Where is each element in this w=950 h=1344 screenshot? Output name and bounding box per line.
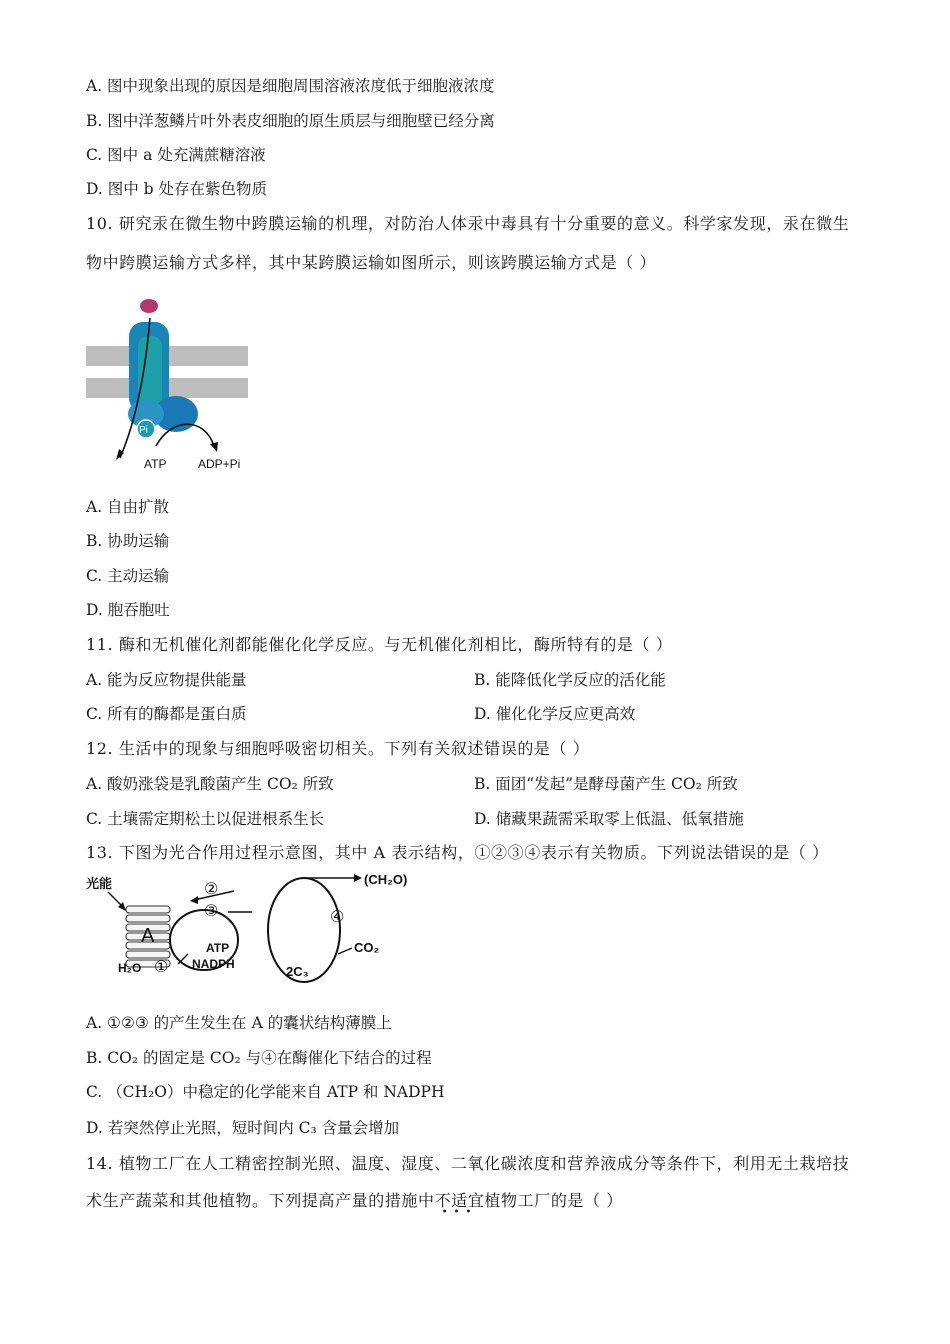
q13-option-c: C. （CH₂O）中稳定的化学能来自 ATP 和 NADPH: [86, 1083, 445, 1101]
ch2o-arrowhead: [354, 874, 362, 882]
atp-label: ATP: [206, 941, 230, 955]
q13-stem: 13. 下图为光合作用过程示意图，其中 A 表示结构，①②③④表示有关物质。下列说法错误的是（ ）: [86, 843, 829, 862]
marker-2: ②: [204, 881, 219, 898]
q10-option-d: D. 胞吞胞吐: [86, 601, 170, 619]
q12-option-d: D. 储藏果蔬需采取零上低温、低氧措施: [474, 810, 744, 828]
q14-stem-pre: 术生产蔬菜和其他植物。下列提高产量的措施中: [86, 1191, 435, 1210]
marker-3: ③: [204, 903, 219, 920]
q9-option-d: D. 图中 b 处存在紫色物质: [86, 180, 268, 198]
q11-option-b: B. 能降低化学反应的活化能: [474, 671, 666, 689]
adp-pi-label: ADP+Pi: [198, 457, 241, 471]
mercury-ion: [140, 299, 158, 313]
atp-label: ATP: [144, 457, 167, 471]
nadph-label: NADPH: [192, 957, 235, 971]
co2-label: CO₂: [354, 940, 380, 955]
q14-stem-line2: [86, 1190, 623, 1218]
co2-arrow: [338, 948, 352, 954]
q14-emphasis-not-suitable: [434, 1191, 485, 1218]
q9-option-c: C. 图中 a 处充满蔗糖溶液: [86, 146, 266, 164]
q11-option-a: A. 能为反应物提供能量: [86, 671, 247, 689]
q9-option-a: A. 图中现象出现的原因是细胞周围溶液浓度低于细胞液浓度: [86, 77, 495, 95]
q10-stem-line1: 10. 研究汞在微生物中跨膜运输的机理，对防治人体汞中毒具有十分重要的意义。科学家发现，汞在微生: [86, 214, 850, 233]
structure-a-label: A: [141, 925, 155, 947]
q10-option-b: B. 协助运输: [86, 532, 170, 550]
q10-stem-line2: 物中跨膜运输方式多样，其中某跨膜运输如图所示，则该跨膜运输方式是（ ）: [86, 253, 657, 272]
q10-transport-figure: [86, 296, 248, 474]
q11-stem: 11. 酶和无机催化剂都能催化化学反应。与无机催化剂相比，酶所特有的是（ ）: [86, 635, 673, 654]
q12-option-a: A. 酸奶涨袋是乳酸菌产生 CO₂ 所致: [86, 775, 334, 793]
marker-1: ①: [154, 959, 169, 976]
q14-stem-line1: 14. 植物工厂在人工精密控制光照、温度、湿度、二氧化碳浓度和营养液成分等条件下，利用无土栽培技: [86, 1154, 850, 1173]
q13-option-d: D. 若突然停止光照，短时间内 C₃ 含量会增加: [86, 1119, 400, 1137]
atp-arrowhead: [210, 442, 218, 452]
ch2o-label: (CH₂O): [364, 872, 408, 887]
q9-option-b: B. 图中洋葱鳞片叶外表皮细胞的原生质层与细胞壁已经分离: [86, 112, 495, 130]
c3-label: 2C₃: [286, 964, 309, 979]
arrow-2-head: [190, 896, 198, 904]
q13-option-b: B. CO₂ 的固定是 CO₂ 与④在酶催化下结合的过程: [86, 1049, 432, 1067]
q12-option-c: C. 土壤需定期松土以促进根系生长: [86, 810, 325, 828]
q14-stem-post: 植物工厂的是（ ）: [484, 1191, 623, 1210]
marker-4: ④: [330, 909, 345, 926]
carrier-protein-body: [138, 336, 162, 408]
q13-option-a: A. ①②③ 的产生发生在 A 的囊状结构薄膜上: [86, 1014, 392, 1032]
q11-option-d: D. 催化化学反应更高效: [474, 705, 636, 723]
pi-label: Pi: [139, 425, 148, 436]
q12-stem: 12. 生活中的现象与细胞呼吸密切相关。下列有关叙述错误的是（ ）: [86, 739, 590, 758]
emphasis-dots: •••: [441, 1207, 478, 1218]
q10-option-c: C. 主动运输: [86, 567, 170, 585]
q13-photosynthesis-figure: [86, 868, 426, 984]
light-energy-label: 光能: [86, 876, 113, 891]
q14-emph-text: 不适宜: [434, 1191, 485, 1210]
h2o-label: H₂O: [118, 961, 142, 975]
q10-option-a: A. 自由扩散: [86, 498, 170, 516]
q11-option-c: C. 所有的酶都是蛋白质: [86, 705, 247, 723]
q12-option-b: B. 面团“发起”是酵母菌产生 CO₂ 所致: [474, 775, 738, 793]
